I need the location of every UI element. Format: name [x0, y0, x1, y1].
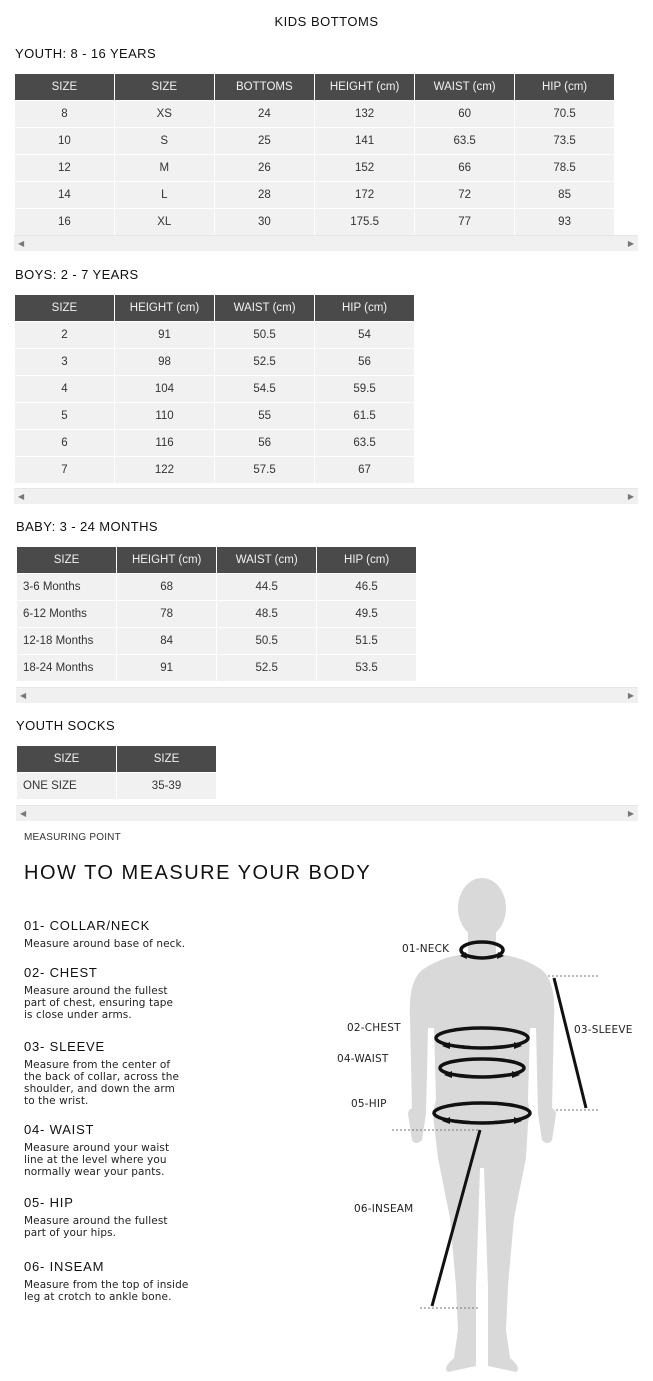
measure-item-hip — [24, 1195, 224, 1239]
table-cell: 78 — [117, 601, 216, 627]
table-cell: 93 — [515, 209, 614, 235]
table-header-row — [17, 547, 416, 573]
boys-table-scrollbar[interactable] — [14, 488, 638, 504]
table-cell: M — [115, 155, 214, 181]
table-cell: 50.5 — [215, 322, 314, 348]
measure-heading: 01- COLLAR/NECK — [24, 918, 151, 933]
measure-heading: 04- WAIST — [24, 1122, 95, 1137]
table-row — [17, 773, 216, 799]
column-header: WAIST (cm) — [217, 547, 316, 573]
table-row — [15, 376, 414, 402]
table-cell: 24 — [215, 101, 314, 127]
table-header-row — [17, 746, 216, 772]
table-cell: 91 — [117, 655, 216, 681]
neck-label: 01-NECK — [402, 943, 450, 955]
measure-desc: Measure from the top of inside leg at crotch to ankle bone. — [24, 1279, 189, 1303]
table-cell: 104 — [115, 376, 214, 402]
youth-table-scrollbar[interactable] — [14, 235, 638, 251]
table-cell: 57.5 — [215, 457, 314, 483]
table-cell: 172 — [315, 182, 414, 208]
table-cell: 4 — [15, 376, 114, 402]
table-cell: 28 — [215, 182, 314, 208]
table-cell: 84 — [117, 628, 216, 654]
table-row — [15, 209, 614, 235]
table-cell: 44.5 — [217, 574, 316, 600]
table-cell: 98 — [115, 349, 214, 375]
table-cell: 2 — [15, 322, 114, 348]
inseam-label: 06-INSEAM — [354, 1203, 414, 1215]
table-cell: 85 — [515, 182, 614, 208]
table-row — [15, 182, 614, 208]
table-cell: ONE SIZE — [17, 773, 116, 799]
table-cell: 3-6 Months — [17, 574, 116, 600]
chest-label: 02-CHEST — [347, 1022, 401, 1034]
column-header: HEIGHT (cm) — [115, 295, 214, 321]
table-cell: 60 — [415, 101, 514, 127]
table-cell: 56 — [315, 349, 414, 375]
table-row — [17, 574, 416, 600]
table-cell: 7 — [15, 457, 114, 483]
table-cell: 78.5 — [515, 155, 614, 181]
waist-label: 04-WAIST — [337, 1053, 389, 1065]
table-row — [17, 601, 416, 627]
table-row — [15, 322, 414, 348]
table-cell: 12-18 Months — [17, 628, 116, 654]
table-cell: XS — [115, 101, 214, 127]
scroll-left-icon[interactable]: ◀ — [18, 239, 25, 248]
scroll-left-icon[interactable]: ◀ — [18, 492, 25, 501]
table-row — [17, 655, 416, 681]
table-header-row — [15, 295, 414, 321]
column-header: SIZE — [15, 74, 114, 100]
table-cell: 73.5 — [515, 128, 614, 154]
table-cell: 5 — [15, 403, 114, 429]
column-header: SIZE — [17, 746, 116, 772]
table-cell: 30 — [215, 209, 314, 235]
measure-desc: Measure from the center of the back of collar, across the shoulder, and down the arm to the wrist. — [24, 1059, 180, 1107]
boys-section-title: BOYS: 2 - 7 YEARS — [15, 267, 139, 282]
measure-heading: 05- HIP — [24, 1195, 74, 1210]
measure-heading: 06- INSEAM — [24, 1259, 105, 1274]
table-cell: 25 — [215, 128, 314, 154]
column-header: BOTTOMS — [215, 74, 314, 100]
table-cell: 68 — [117, 574, 216, 600]
table-cell: 54 — [315, 322, 414, 348]
table-cell: 48.5 — [217, 601, 316, 627]
scroll-left-icon[interactable]: ◀ — [20, 691, 27, 700]
scroll-right-icon[interactable]: ▶ — [627, 809, 634, 818]
table-cell: 8 — [15, 101, 114, 127]
table-row — [15, 430, 414, 456]
table-cell: 116 — [115, 430, 214, 456]
table-cell: 152 — [315, 155, 414, 181]
measure-desc: Measure around base of neck. — [24, 938, 186, 950]
table-cell: L — [115, 182, 214, 208]
table-cell: 46.5 — [317, 574, 416, 600]
table-cell: 70.5 — [515, 101, 614, 127]
table-cell: 63.5 — [315, 430, 414, 456]
table-cell: 59.5 — [315, 376, 414, 402]
table-cell: 175.5 — [315, 209, 414, 235]
table-cell: 18-24 Months — [17, 655, 116, 681]
body-figure — [330, 878, 653, 1381]
table-cell: 53.5 — [317, 655, 416, 681]
table-cell: 26 — [215, 155, 314, 181]
page-title: KIDS BOTTOMS — [274, 14, 379, 29]
table-cell: 54.5 — [215, 376, 314, 402]
column-header: WAIST (cm) — [215, 295, 314, 321]
scroll-right-icon[interactable]: ▶ — [627, 239, 634, 248]
socks-table-scrollbar[interactable] — [16, 805, 638, 821]
table-row — [15, 155, 614, 181]
measure-desc: Measure around the fullest part of your hips. — [24, 1215, 168, 1239]
baby-size-table — [16, 546, 417, 682]
table-cell: 10 — [15, 128, 114, 154]
table-cell: 3 — [15, 349, 114, 375]
table-row — [15, 128, 614, 154]
column-header: HIP (cm) — [317, 547, 416, 573]
table-cell: 55 — [215, 403, 314, 429]
table-cell: S — [115, 128, 214, 154]
measure-item-chest — [24, 965, 224, 1021]
column-header: HIP (cm) — [515, 74, 614, 100]
youth-section-title: YOUTH: 8 - 16 YEARS — [15, 46, 157, 61]
baby-table-scrollbar[interactable] — [16, 687, 638, 703]
socks-section-title: YOUTH SOCKS — [16, 718, 116, 733]
scroll-right-icon[interactable]: ▶ — [627, 691, 634, 700]
table-cell: 56 — [215, 430, 314, 456]
table-row — [15, 349, 414, 375]
table-cell: 91 — [115, 322, 214, 348]
measure-item-inseam — [24, 1259, 224, 1303]
column-header: HEIGHT (cm) — [315, 74, 414, 100]
table-cell: 6 — [15, 430, 114, 456]
scroll-right-icon[interactable]: ▶ — [627, 492, 634, 501]
measure-desc: Measure around the fullest part of chest, ensuring tape is close under arms. — [24, 985, 174, 1021]
table-row — [17, 628, 416, 654]
table-cell: 6-12 Months — [17, 601, 116, 627]
column-header: SIZE — [117, 746, 216, 772]
column-header: HIP (cm) — [315, 295, 414, 321]
table-cell: 132 — [315, 101, 414, 127]
socks-size-table — [16, 745, 217, 800]
table-cell: 51.5 — [317, 628, 416, 654]
table-cell: 35-39 — [117, 773, 216, 799]
table-cell: 66 — [415, 155, 514, 181]
table-cell: 16 — [15, 209, 114, 235]
measure-heading: 03- SLEEVE — [24, 1039, 105, 1054]
table-cell: 14 — [15, 182, 114, 208]
table-header-row — [15, 74, 614, 100]
table-cell: 77 — [415, 209, 514, 235]
table-cell: 12 — [15, 155, 114, 181]
measure-item-sleeve — [24, 1039, 224, 1107]
table-cell: 72 — [415, 182, 514, 208]
youth-size-table — [14, 73, 615, 236]
howto-title: HOW TO MEASURE YOUR BODY — [24, 862, 372, 884]
table-cell: 67 — [315, 457, 414, 483]
measure-desc: Measure around your waist line at the level where you normally wear your pants. — [24, 1142, 170, 1178]
table-cell: 52.5 — [217, 655, 316, 681]
measure-heading: 02- CHEST — [24, 965, 98, 980]
table-cell: 52.5 — [215, 349, 314, 375]
measuring-point-label: MEASURING POINT — [24, 832, 121, 843]
table-cell: 61.5 — [315, 403, 414, 429]
sleeve-label: 03-SLEEVE — [574, 1024, 633, 1036]
table-cell: 122 — [115, 457, 214, 483]
hip-label: 05-HIP — [351, 1098, 387, 1110]
column-header: SIZE — [115, 74, 214, 100]
scroll-left-icon[interactable]: ◀ — [20, 809, 27, 818]
column-header: HEIGHT (cm) — [117, 547, 216, 573]
table-cell: 63.5 — [415, 128, 514, 154]
column-header: SIZE — [17, 547, 116, 573]
table-cell: 110 — [115, 403, 214, 429]
measure-item-collar — [24, 918, 224, 950]
baby-section-title: BABY: 3 - 24 MONTHS — [16, 519, 158, 534]
column-header: WAIST (cm) — [415, 74, 514, 100]
body-silhouette-icon — [330, 878, 653, 1381]
table-cell: 49.5 — [317, 601, 416, 627]
boys-size-table — [14, 294, 415, 484]
table-row — [15, 457, 414, 483]
table-row — [15, 101, 614, 127]
table-cell: XL — [115, 209, 214, 235]
column-header: SIZE — [15, 295, 114, 321]
measure-item-waist — [24, 1122, 224, 1178]
table-row — [15, 403, 414, 429]
table-cell: 141 — [315, 128, 414, 154]
table-cell: 50.5 — [217, 628, 316, 654]
